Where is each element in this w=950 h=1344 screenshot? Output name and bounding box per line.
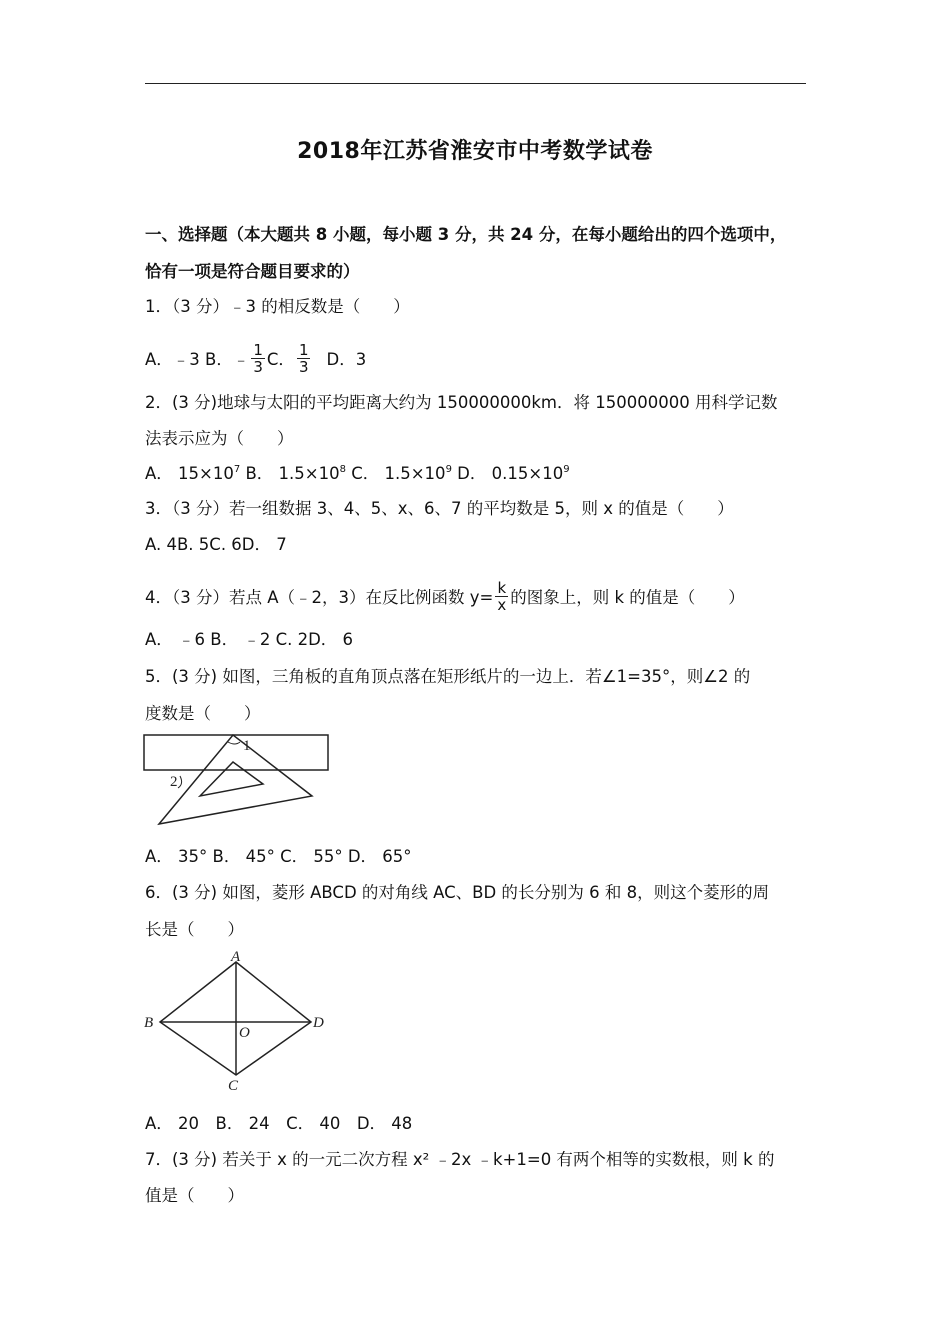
q6-stem-line2: 长是（ ） — [145, 920, 244, 939]
q1-option-b-sign: ﹣ — [232, 350, 250, 369]
q2-option-d-exponent: 9 — [563, 464, 570, 475]
q4-fraction — [495, 580, 508, 613]
q2-option-b-exponent: 8 — [339, 464, 346, 475]
q3-stem: 3．（3 分）若一组数据 3、4、5、x、6、7 的平均数是 5，则 x 的值是（ ） — [145, 499, 734, 518]
frac-denominator: 3 — [253, 358, 263, 376]
q7-stem-line1: 7．(3 分) 若关于 x 的一元二次方程 x² ﹣2x ﹣k+1=0 有两个相等的实数根，则 k 的 — [145, 1150, 775, 1169]
q4-options: A． ﹣6 B． ﹣2 C. 2D． 6 — [145, 630, 354, 649]
q6-stem-line1: 6．(3 分) 如图，菱形 ABCD 的对角线 AC、BD 的长分别为 6 和 8，则这个菱形的周 — [145, 883, 770, 902]
q2-stem-line1: 2．(3 分)地球与太阳的平均距离大约为 150000000km．将 150000000 用科学记数 — [145, 393, 778, 412]
q2-option-a: A． 15×10 — [145, 464, 234, 483]
vertex-label-b: B — [144, 1015, 154, 1031]
angle-label-2: 2 — [170, 774, 178, 790]
outer-triangle-shape — [159, 735, 312, 824]
q2-option-c: C． 1.5×10 — [345, 464, 446, 483]
q2-stem-line2: 法表示应为（ ） — [145, 429, 294, 448]
angle-label-1: 1 — [243, 738, 251, 754]
q2-option-a-exponent: 7 — [233, 464, 241, 475]
frac-numerator: 1 — [253, 341, 263, 359]
q1-stem: 1．（3 分）﹣3 的相反数是（ ） — [145, 297, 410, 316]
vertex-label-a: A — [231, 949, 241, 965]
frac-denominator: 3 — [298, 358, 309, 376]
q2-option-c-exponent: 9 — [445, 464, 452, 475]
q1-option-c: C． — [266, 350, 295, 369]
section-heading-line1: 一、选择题（本大题共 8 小题，每小题 3 分，共 24 分，在每小题给出的四个选项中， — [145, 225, 787, 244]
vertex-label-d: D — [313, 1015, 324, 1031]
q3-options: A. 4B. 5C. 6D． 7 — [145, 535, 287, 554]
q1-options — [145, 341, 367, 377]
q6-options: A． 20 B． 24 C． 40 D． 48 — [145, 1114, 413, 1133]
angle2-arc — [178, 776, 182, 788]
inner-triangle-shape — [200, 762, 263, 796]
q1-fraction-c — [297, 342, 311, 375]
q5-figure-triangle-rectangle — [140, 728, 340, 830]
q5-options: A． 35° B． 45° C． 55° D． 65° — [145, 847, 412, 866]
q4-stem-prefix: 4．（3 分）若点 A（﹣2，3）在反比例函数 y= — [145, 588, 494, 607]
angle1-arc — [228, 742, 240, 744]
q5-stem-line1: 5．(3 分) 如图，三角板的直角顶点落在矩形纸片的一边上．若∠1=35°，则∠2 的 — [145, 667, 751, 686]
q7-stem-line2: 值是（ ） — [145, 1186, 244, 1205]
header-rule — [145, 83, 806, 84]
vertex-label-c: C — [228, 1078, 239, 1094]
q4-stem-suffix: 的图象上，则 k 的值是（ ） — [510, 588, 745, 607]
q1-fraction-b — [251, 342, 265, 375]
q1-option-a: A．﹣3 B． — [145, 350, 233, 369]
page-title: 2018年江苏省淮安市中考数学试卷 — [297, 139, 653, 164]
q2-options — [145, 464, 570, 484]
frac-numerator: 1 — [298, 341, 309, 359]
q2-option-b: B． 1.5×10 — [240, 464, 340, 483]
q1-option-d: D．3 — [326, 350, 367, 369]
q6-figure-rhombus — [140, 945, 340, 1095]
section-heading-line2: 恰有一项是符合题目要求的） — [145, 262, 360, 281]
frac-numerator: k — [497, 579, 507, 597]
center-label-o: O — [239, 1025, 250, 1041]
q5-stem-line2: 度数是（ ） — [145, 704, 261, 723]
q2-option-d: D． 0.15×10 — [451, 464, 564, 483]
frac-denominator: x — [497, 596, 507, 614]
q4-stem — [145, 579, 745, 615]
